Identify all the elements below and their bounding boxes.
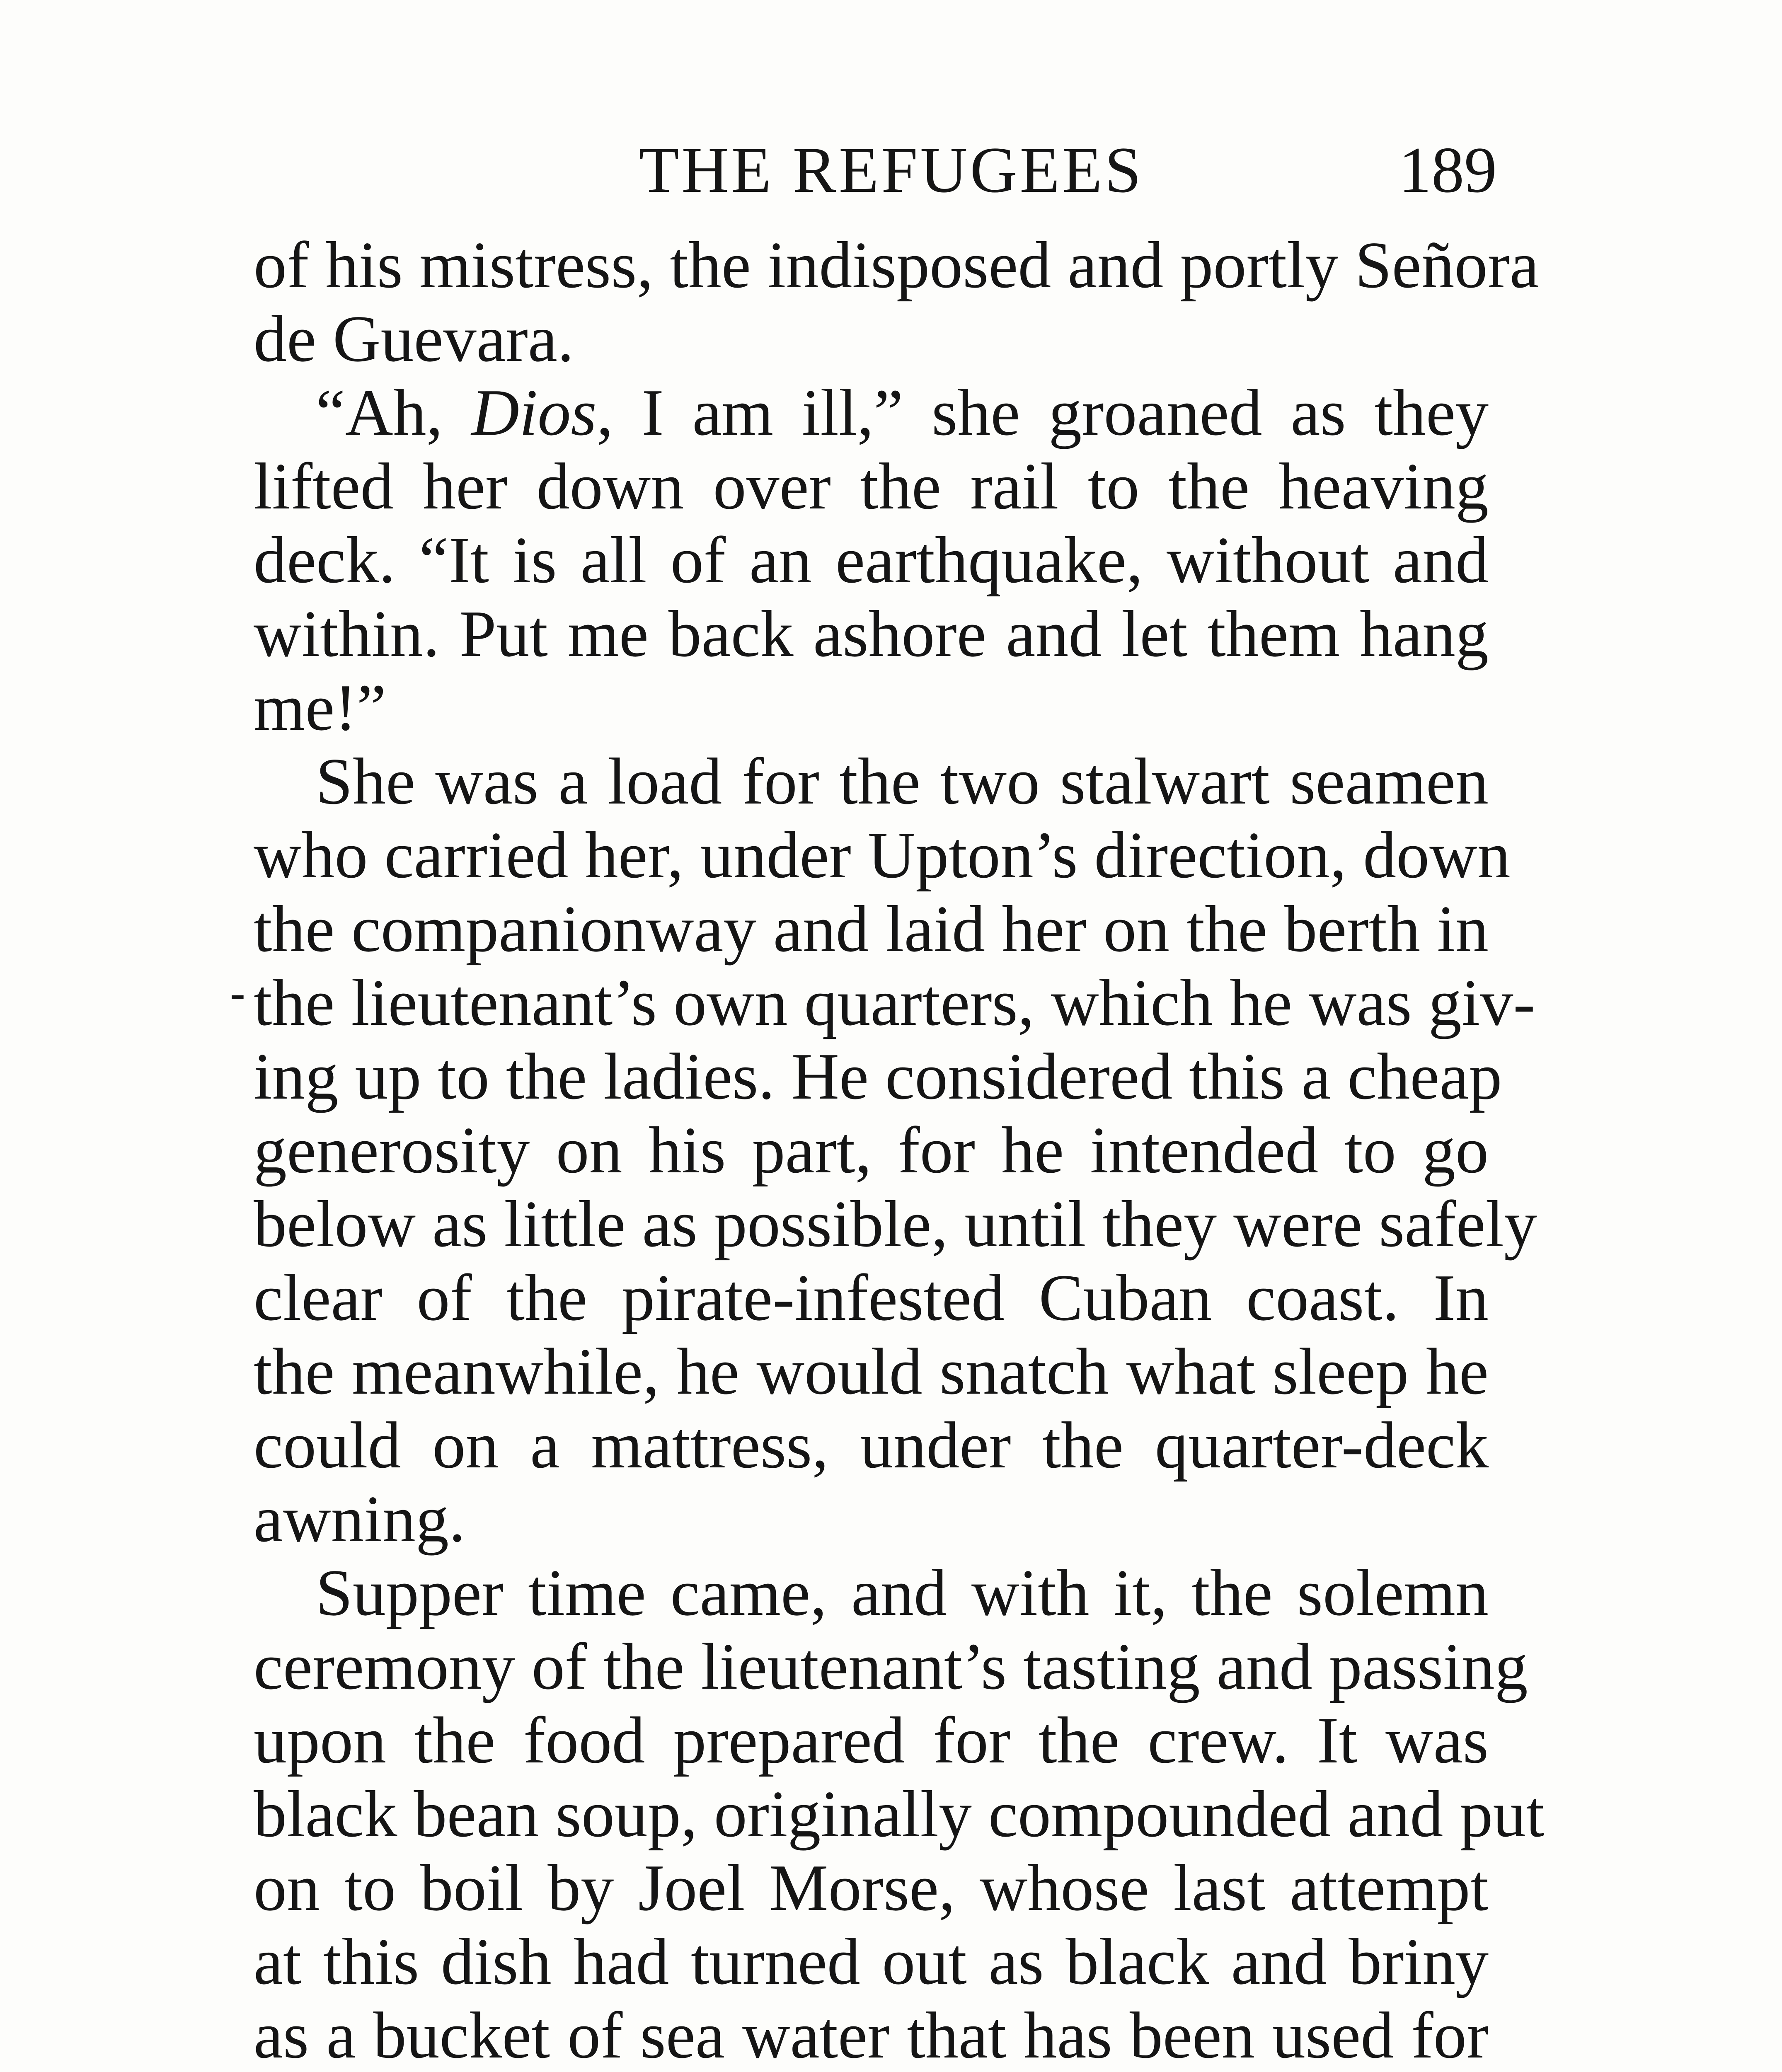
- text-line: within. Put me back ashore and let them hang: [254, 597, 1489, 670]
- text-line: the lieutenant’s own quarters, which he was giv-: [254, 966, 1535, 1039]
- text-line: ceremony of the lieutenant’s tasting and passing: [254, 1629, 1528, 1703]
- text-line: the meanwhile, he would snatch what sleep he: [254, 1334, 1489, 1408]
- body-text: [254, 228, 1545, 2072]
- text-line: could on a mattress, under the quarter-deck: [254, 1408, 1489, 1482]
- text-line: “Ah, Dios, I am ill,” she groaned as they: [316, 375, 1489, 449]
- text-line: me!”: [254, 670, 386, 744]
- text-line: black bean soup, originally compounded and put: [254, 1777, 1545, 1851]
- text-line: who carried her, under Upton’s direction, down: [254, 818, 1511, 892]
- text-line: upon the food prepared for the crew. It was: [254, 1703, 1489, 1777]
- text-line: on to boil by Joel Morse, whose last attempt: [254, 1851, 1489, 1924]
- running-title: THE REFUGEES: [639, 134, 1144, 206]
- text-line: the companionway and laid her on the berth in: [254, 892, 1489, 966]
- margin-mark: -: [230, 967, 245, 1018]
- text-line: deck. “It is all of an earthquake, without and: [254, 523, 1489, 597]
- italic-word: Dios: [471, 375, 597, 449]
- text-line: She was a load for the two stalwart seamen: [316, 744, 1489, 818]
- text-line: at this dish had turned out as black and briny: [254, 1924, 1489, 1998]
- text-line: generosity on his part, for he intended to go: [254, 1113, 1489, 1187]
- text-line: as a bucket of sea water that has been used for: [254, 1998, 1489, 2072]
- text-line: Supper time came, and with it, the solemn: [316, 1556, 1489, 1629]
- text-line: de Guevara.: [254, 302, 574, 375]
- page-header: [254, 124, 1497, 224]
- text-line: awning.: [254, 1482, 466, 1556]
- text-line: ing up to the ladies. He considered this a cheap: [254, 1039, 1502, 1113]
- text-line: of his mistress, the indisposed and portly Señora: [254, 228, 1539, 302]
- text-line: clear of the pirate-infested Cuban coast. In: [254, 1261, 1489, 1334]
- text-line: lifted her down over the rail to the heaving: [254, 449, 1489, 523]
- text-line: below as little as possible, until they were safely: [254, 1187, 1537, 1261]
- page-number: 189: [1399, 134, 1497, 206]
